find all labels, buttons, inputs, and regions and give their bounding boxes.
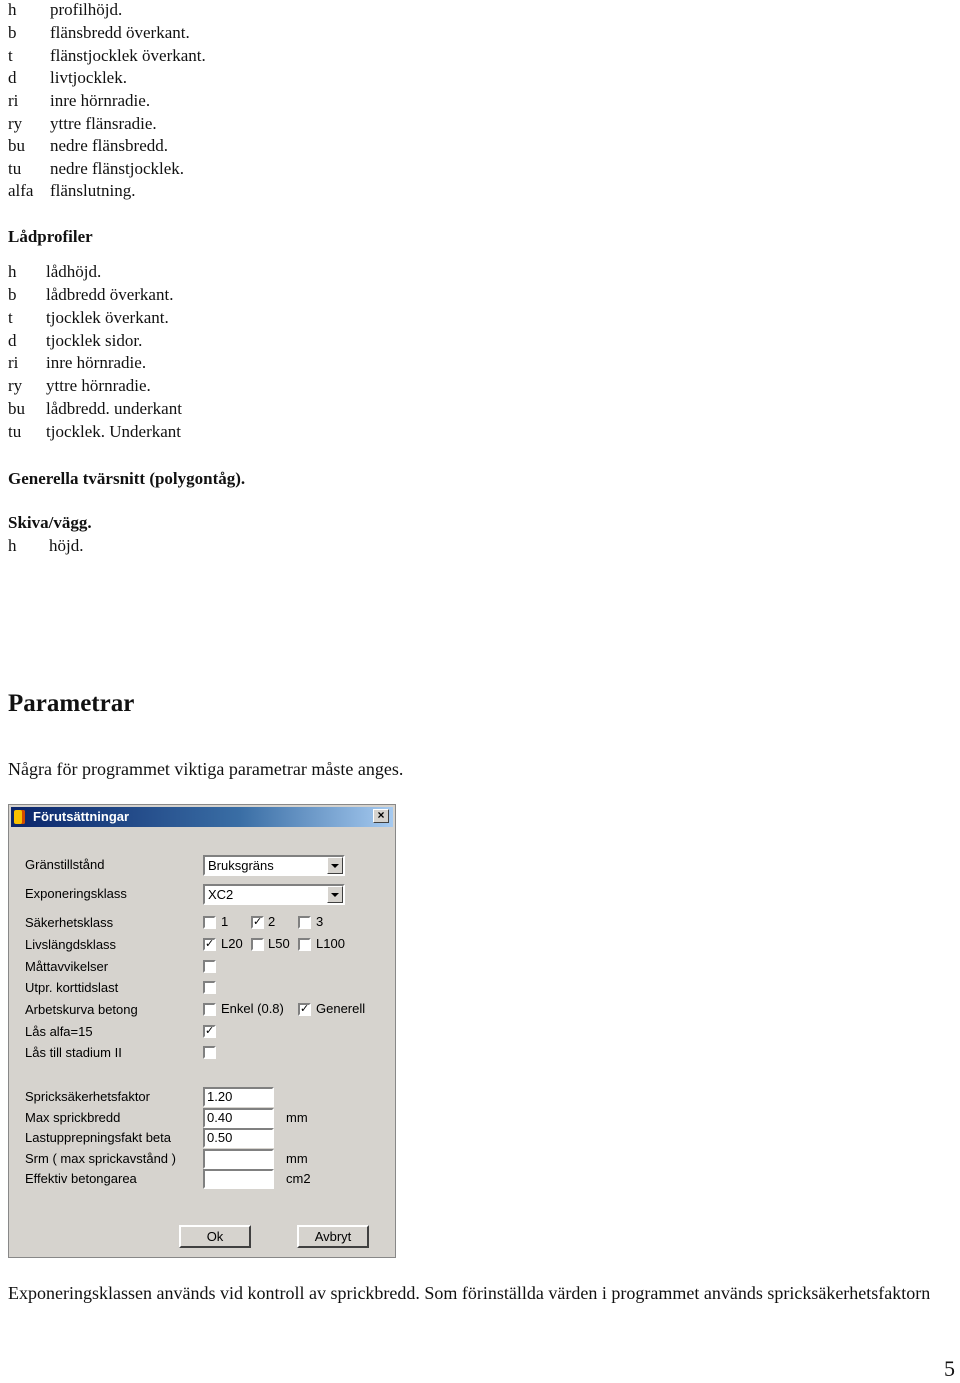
param-symbol: t [8, 46, 13, 65]
param-description: tjocklek överkant. [46, 308, 169, 327]
ok-button[interactable]: Ok [179, 1225, 251, 1248]
param-symbol: tu [8, 422, 22, 441]
lifetime-l100-label: L100 [316, 936, 345, 951]
crack-factor-input[interactable] [203, 1087, 274, 1107]
safety-2-checkbox[interactable]: ✓ [253, 916, 263, 928]
srm-input[interactable] [203, 1149, 274, 1169]
param-description: flänsbredd överkant. [50, 23, 190, 42]
param-symbol: d [8, 68, 17, 87]
effective-area-input[interactable] [203, 1169, 274, 1189]
safety-class-label: Säkerhetsklass [25, 915, 114, 930]
chevron-down-icon[interactable] [327, 857, 343, 874]
param-description: nedre flänsbredd. [50, 136, 169, 155]
param-description: lådbredd överkant. [46, 285, 174, 304]
exposure-value: XC2 [208, 887, 234, 902]
deviations-checkbox[interactable] [203, 960, 216, 973]
param-symbol: h [8, 262, 17, 281]
limit-state-label: Gränstillstånd [25, 857, 105, 872]
param-description: livtjocklek. [50, 68, 127, 87]
param-symbol: ri [8, 91, 19, 110]
box-profiles-heading: Lådprofiler [8, 227, 93, 246]
param-symbol: b [8, 23, 17, 42]
work-curve-label: Arbetskurva betong [25, 1002, 138, 1017]
srm-label: Srm ( max sprickavstånd ) [25, 1151, 176, 1166]
safety-1-label: 1 [221, 914, 229, 929]
lifetime-l20-checkbox[interactable]: ✓ [205, 938, 215, 950]
param-description: inre hörnradie. [46, 353, 147, 372]
lock-stage-checkbox[interactable] [203, 1046, 216, 1059]
curve-general-checkbox[interactable]: ✓ [300, 1003, 310, 1015]
param-symbol: ry [8, 114, 23, 133]
param-description: profilhöjd. [50, 0, 123, 19]
effective-area-unit: cm2 [286, 1171, 311, 1186]
param-symbol: t [8, 308, 13, 327]
safety-2-label: 2 [268, 914, 276, 929]
deviations-label: Måttavvikelser [25, 959, 109, 974]
lock-stage-label: Lås till stadium II [25, 1045, 122, 1060]
short-term-load-checkbox[interactable] [203, 981, 216, 994]
app-icon [14, 810, 25, 824]
effective-area-label: Effektiv betongarea [25, 1171, 137, 1186]
crack-factor-value: 1.20 [207, 1089, 233, 1104]
general-sections-heading: Generella tvärsnitt (polygontåg). [8, 469, 246, 488]
footer-paragraph: Exponeringsklassen används vid kontroll av sprickbredd. Som förinställda värden i programmet används spricksäkerhetsfaktorn [8, 1283, 931, 1303]
curve-simple-label: Enkel (0.8) [221, 1001, 284, 1016]
lifetime-l100-checkbox[interactable] [298, 938, 311, 951]
param-symbol: b [8, 285, 17, 304]
param-symbol: h [8, 536, 17, 555]
param-symbol: tu [8, 159, 22, 178]
param-description: lådbredd. underkant [46, 399, 182, 418]
preconditions-dialog [8, 804, 396, 1258]
curve-simple-checkbox[interactable] [203, 1003, 216, 1016]
param-description: tjocklek. Underkant [46, 422, 182, 441]
param-description: tjocklek sidor. [46, 331, 143, 350]
limit-state-value: Bruksgräns [208, 858, 274, 873]
safety-3-label: 3 [316, 914, 324, 929]
param-symbol: h [8, 0, 17, 19]
param-description: höjd. [49, 536, 84, 555]
param-description: lådhöjd. [46, 262, 102, 281]
param-symbol: alfa [8, 181, 34, 200]
parameters-intro: Några för programmet viktiga parametrar måste anges. [8, 759, 404, 779]
exposure-label: Exponeringsklass [25, 886, 127, 901]
param-description: flänslutning. [50, 181, 136, 200]
srm-unit: mm [286, 1151, 308, 1166]
max-crack-input[interactable] [203, 1108, 274, 1128]
load-repetition-input[interactable] [203, 1128, 274, 1148]
lifetime-l50-checkbox[interactable] [251, 938, 264, 951]
param-symbol: ri [8, 353, 19, 372]
close-icon[interactable]: × [373, 809, 389, 823]
max-crack-label: Max sprickbredd [25, 1110, 121, 1125]
max-crack-value: 0.40 [207, 1110, 233, 1125]
exposure-select[interactable] [203, 884, 345, 905]
param-description: inre hörnradie. [50, 91, 151, 110]
load-repetition-value: 0.50 [207, 1130, 233, 1145]
lifetime-class-label: Livslängdsklass [25, 937, 117, 952]
param-symbol: d [8, 331, 17, 350]
param-description: nedre flänstjocklek. [50, 159, 185, 178]
cancel-button[interactable]: Avbryt [297, 1225, 369, 1248]
short-term-load-label: Utpr. korttidslast [25, 980, 119, 995]
lock-alfa-label: Lås alfa=15 [25, 1024, 93, 1039]
crack-factor-label: Spricksäkerhetsfaktor [25, 1089, 150, 1104]
load-repetition-label: Lastupprepningsfakt beta [25, 1130, 171, 1145]
dialog-titlebar[interactable] [11, 807, 393, 827]
param-description: yttre hörnradie. [46, 376, 151, 395]
wall-heading: Skiva/vägg. [8, 513, 92, 532]
curve-general-label: Generell [316, 1001, 366, 1016]
lock-alfa-checkbox[interactable]: ✓ [205, 1025, 215, 1037]
chevron-down-icon[interactable] [327, 886, 343, 903]
page-number: 5 [944, 1356, 955, 1381]
lifetime-l20-label: L20 [221, 936, 243, 951]
parameters-heading: Parametrar [8, 690, 135, 717]
lifetime-l50-label: L50 [268, 936, 290, 951]
max-crack-unit: mm [286, 1110, 308, 1125]
param-symbol: ry [8, 376, 23, 395]
safety-1-checkbox[interactable] [203, 916, 216, 929]
param-symbol: bu [8, 399, 25, 418]
dialog-title: Förutsättningar [33, 809, 130, 824]
limit-state-select[interactable] [203, 855, 345, 876]
param-symbol: bu [8, 136, 25, 155]
param-description: yttre flänsradie. [50, 114, 157, 133]
param-description: flänstjocklek överkant. [50, 46, 206, 65]
safety-3-checkbox[interactable] [298, 916, 311, 929]
